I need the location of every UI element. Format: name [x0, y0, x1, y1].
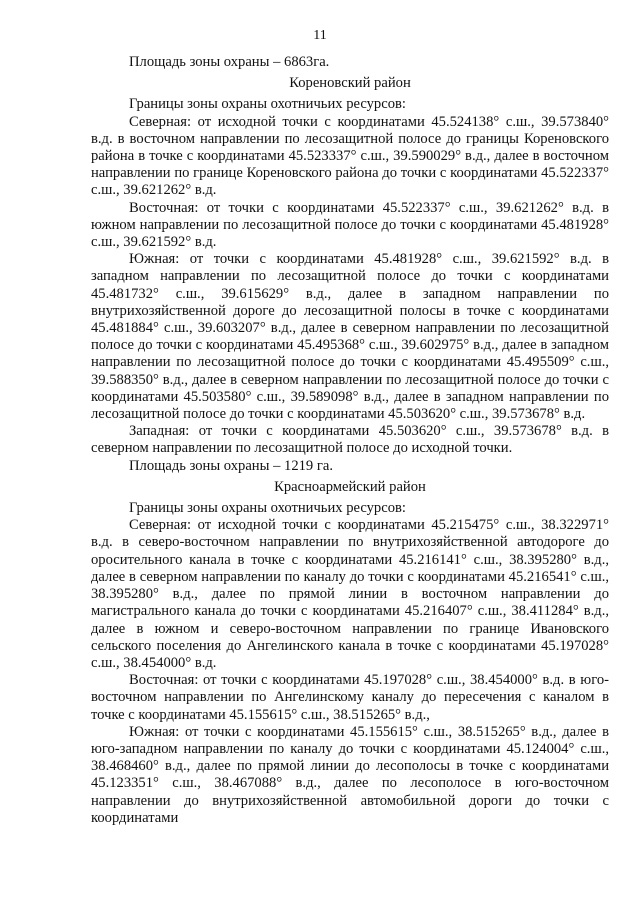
district-heading-krasnoarmeysky: Красноармейский район [274, 478, 426, 495]
page-number: 11 [313, 28, 327, 43]
boundary-east: Восточная: от точки с координатами 45.197028° с.ш., 38.454000° в.д. в юго-восточном направлении по Ангелинскому каналу до пересечения с каналом в точке с координатами 45.155615° с.ш., 38.515265° в.д., [91, 672, 609, 723]
area-total: Площадь зоны охраны – 1219 га. [129, 457, 333, 474]
boundary-north: Северная: от исходной точки с координатами 45.215475° с.ш., 38.322971° в.д. в северо-восточном направлении по внутрихозяйственной автодороге до оросительного канала в точке с координатами 45.216141° с.ш., 38.395280° в.д., далее в северном направлении по каналу до точки с координатами 45.216541° с.ш., 38.395280° в.д., далее по прямой линии в восточном направлении до магистрального канала до точки с координатами 45.216407° с.ш., 38.411284° в.д., далее в южном и северо-восточном направлении по границе Ивановского сельского поселения до Ангелинского канала в точке с координатами 45.197028° с.ш., 38.454000° в.д. [91, 517, 609, 671]
boundaries-heading: Границы зоны охраны охотничьих ресурсов: [129, 96, 406, 113]
boundary-west: Западная: от точки с координатами 45.503620° с.ш., 39.573678° в.д. в северном направлении по лесозащитной полосе до исходной точки. [91, 423, 609, 457]
boundary-north: Северная: от исходной точки с координатами 45.524138° с.ш., 39.573840° в.д. в восточном направлении по лесозащитной полосе до границы Кореновского района в точке с координатами 45.523337° с.ш., 39.590029° в.д., далее в восточном направлении по границе Кореновского района до точки с координатами 45.522337° с.ш., 39.621262° в.д. [91, 113, 609, 199]
boundary-east: Восточная: от точки с координатами 45.522337° с.ш., 39.621262° в.д. в южном направлении по лесозащитной полосе до точки с координатами 45.481928° с.ш., 39.621592° в.д. [91, 199, 609, 251]
boundary-south: Южная: от точки с координатами 45.155615° с.ш., 38.515265° в.д., далее в юго-западном направлении по каналу до точки с координатами 45.124004° с.ш., 38.468460° в.д., далее по прямой линии до лесополосы в точке с координатами 45.123351° с.ш., 38.467088° в.д., далее по лесополосе в юго-восточном направлении до внутрихозяйственной автомобильной дороги до точки с координатами [91, 723, 609, 826]
text-column [91, 54, 609, 827]
boundaries-heading: Границы зоны охраны охотничьих ресурсов: [129, 500, 406, 517]
boundary-south: Южная: от точки с координатами 45.481928° с.ш., 39.621592° в.д. в западном направлении по лесозащитной полосе до точки с координатами 45.481732° с.ш., 39.615629° в.д., далее в западном направлении по внутрихозяйственной дороге до лесозащитной полосы в точке с координатами 45.481884° с.ш., 39.603207° в.д., далее в северном направлении по лесозащитной полосе до точки с координатами 45.495368° с.ш., 39.602975° в.д., далее в западном направлении по лесозащитной полосе до точки с координатами 45.495509° с.ш., 39.588350° в.д., далее в северном направлении по лесозащитной полосе до точки с координатами 45.503580° с.ш., 39.589098° в.д., далее в западном направлении по лесозащитной полосе до точки с координатами 45.503620° с.ш., 39.573678° в.д. [91, 251, 609, 423]
district-heading-korenovsky: Кореновский район [289, 75, 411, 92]
area-total-previous: Площадь зоны охраны – 6863га. [129, 54, 330, 70]
